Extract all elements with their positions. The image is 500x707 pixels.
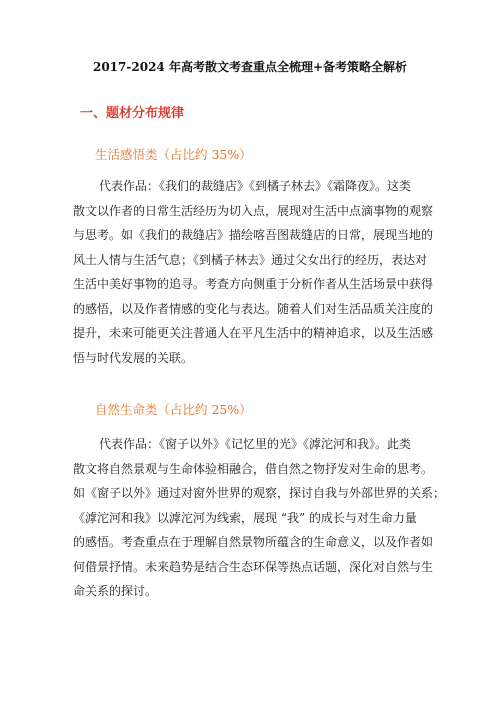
paragraph-line: 如《窗子以外》通过对窗外世界的观察，探讨自我与外部世界的关系； [73, 486, 446, 500]
paragraph-line: 提升，未来可能更关注普通人在平凡生活中的精神追求，以及生活感 [73, 326, 434, 340]
category-heading-nature: 自然生命类（占比约 25%） [95, 402, 252, 417]
category-heading-life: 生活感悟类（占比约 35%） [95, 147, 252, 162]
paragraph-line: 的感悟，以及作者情感的变化与表达。随着人们对生活品质关注度的 [73, 301, 434, 316]
section-heading: 一、题材分布规律 [80, 106, 185, 121]
paragraph-line: 散文将自然景观与生命体验相融合，借自然之物抒发对生命的思考。 [73, 461, 434, 476]
document-title: 2017-2024 年高考散文考查重点全梳理+备考策略全解析 [92, 60, 407, 74]
paragraph-line: 悟与时代发展的关联。 [73, 350, 194, 365]
paragraph-line: 《滹沱河和我》以滹沱河为线索，展现 “我” 的成长与对生命力量 [73, 510, 417, 525]
paragraph-line: 与思考。如《我们的裁缝店》描绘喀吾图裁缝店的日常，展现当地的 [73, 228, 434, 242]
paragraph-line: 命关系的探讨。 [73, 584, 158, 598]
paragraph-line: 何借景抒情。未来趋势是结合生态环保等热点话题，深化对自然与生 [73, 559, 434, 574]
paragraph-life [73, 174, 435, 370]
paragraph-nature [73, 432, 446, 604]
paragraph-line: 代表作品：《窗子以外》《记忆里的光》《滹沱河和我》。此类 [99, 437, 412, 451]
paragraph-line: 生活中美好事物的追寻。考查方向侧重于分析作者从生活场景中获得 [73, 277, 434, 291]
paragraph-line: 风土人情与生活气息；《到橘子林去》通过父女出行的经历，表达对 [73, 252, 428, 267]
paragraph-line: 散文以作者的日常生活经历为切入点，展现对生活中点滴事物的观察 [73, 203, 434, 218]
paragraph-line: 的感悟。考查重点在于理解自然景物所蕴含的生命意义，以及作者如 [73, 535, 434, 549]
paragraph-line: 代表作品：《我们的裁缝店》《到橘子林去》《霜降夜》。这类 [99, 179, 412, 193]
